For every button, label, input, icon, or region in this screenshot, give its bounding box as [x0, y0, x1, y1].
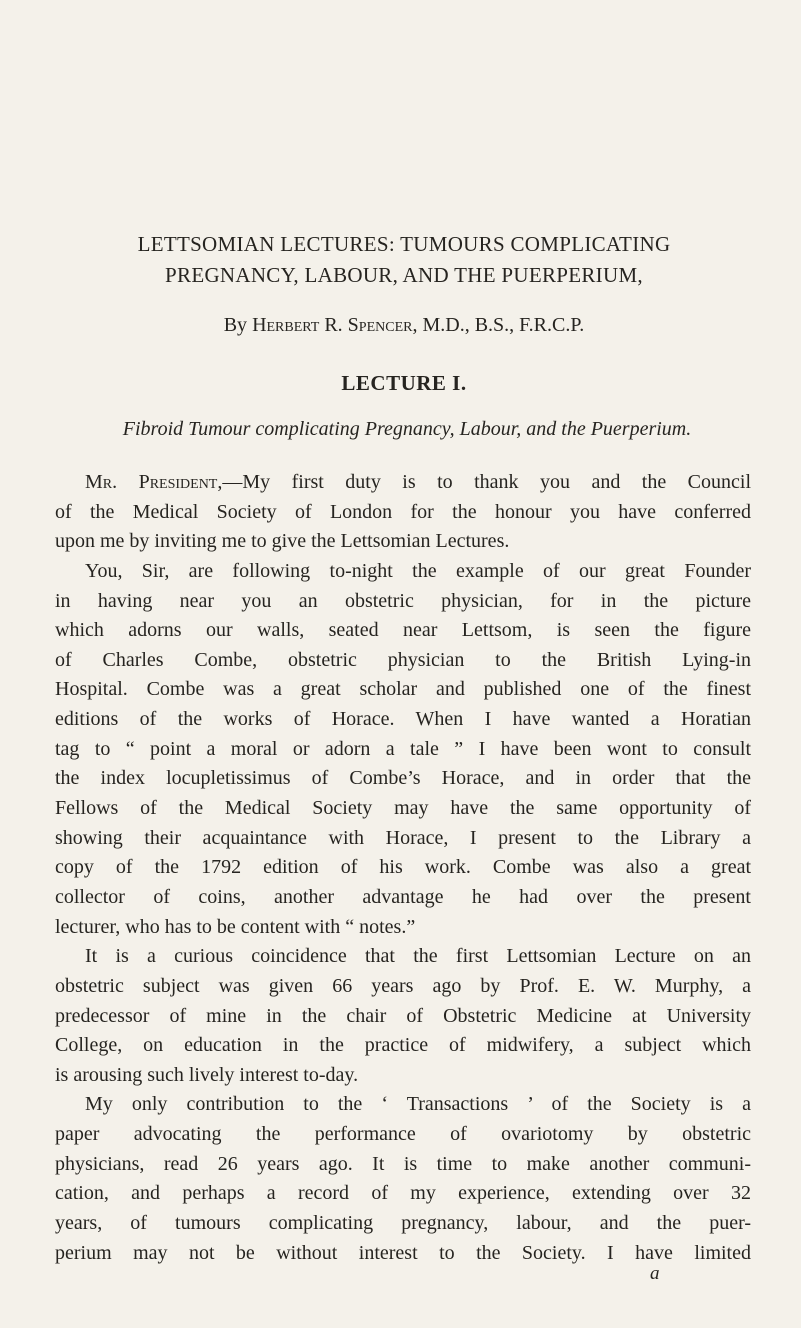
- lecture-subtitle: Fibroid Tumour complicating Pregnancy, Labour, and the Puerperium.: [122, 418, 692, 440]
- byline-author: Herbert R. Spencer, M.D., B.S., F.R.C.P.: [252, 314, 585, 336]
- lecture-number: LECTURE I.: [341, 371, 467, 395]
- text-line: copy of the 1792 edition of his work. Combe was also a great: [55, 856, 751, 879]
- text-line: years, of tumours complicating pregnancy, labour, and the puer-: [55, 1212, 751, 1235]
- text-line: Hospital. Combe was a great scholar and published one of the finest: [55, 678, 751, 701]
- text-line: physicians, read 26 years ago. It is time to make another communi-: [55, 1152, 751, 1175]
- text-line: lecturer, who has to be content with “ notes.”: [55, 915, 416, 938]
- signature-mark: a: [650, 1263, 660, 1284]
- text-line: collector of coins, another advantage he had over the present: [55, 885, 751, 908]
- text-line: It is a curious coincidence that the first Lettsomian Lecture on an: [85, 945, 751, 968]
- salutation: Mr. President,: [85, 471, 223, 493]
- byline: [36, 314, 772, 337]
- body-text: [55, 468, 751, 1268]
- text-line: is arousing such lively interest to-day.: [55, 1063, 359, 1086]
- text-line: obstetric subject was given 66 years ago by Prof. E. W. Murphy, a: [55, 974, 751, 997]
- title-line-2: PREGNANCY, LABOUR, AND THE PUERPERIUM,: [165, 263, 643, 287]
- text-line: College, on education in the practice of midwifery, a subject which: [55, 1034, 751, 1057]
- text-line: of Charles Combe, obstetric physician to the British Lying-in: [55, 648, 751, 671]
- text-line: perium may not be without interest to the Society. I have limited: [55, 1241, 751, 1264]
- text-line: in having near you an obstetric physician, for in the picture: [55, 589, 751, 612]
- title-line-1: LETTSOMIAN LECTURES: TUMOURS COMPLICATING: [137, 232, 671, 256]
- text-line: You, Sir, are following to-night the example of our great Founder: [85, 559, 751, 582]
- byline-prefix: By: [223, 314, 248, 336]
- text-line: editions of the works of Horace. When I have wanted a Horatian: [55, 708, 751, 731]
- text-line: of the Medical Society of London for the honour you have conferred: [55, 500, 751, 523]
- text-line: tag to “ point a moral or adorn a tale ” I have been wont to consult: [55, 737, 751, 760]
- text-line: predecessor of mine in the chair of Obstetric Medicine at University: [55, 1004, 751, 1027]
- text-line: upon me by inviting me to give the Lettsomian Lectures.: [55, 530, 510, 553]
- text-line: paper advocating the performance of ovariotomy by obstetric: [55, 1123, 751, 1146]
- text-line: Mr. President,—My first duty is to thank you and the Council: [85, 471, 751, 493]
- text-line: cation, and perhaps a record of my experience, extending over 32: [55, 1182, 751, 1205]
- text-line: My only contribution to the ‘ Transactions ’ of the Society is a: [85, 1093, 751, 1116]
- text-line: Fellows of the Medical Society may have the same opportunity of: [55, 797, 751, 820]
- text-line: showing their acquaintance with Horace, I present to the Library a: [55, 826, 751, 849]
- text-line: the index locupletissimus of Combe’s Horace, and in order that the: [55, 767, 751, 790]
- text-line: which adorns our walls, seated near Lettsom, is seen the figure: [55, 619, 751, 642]
